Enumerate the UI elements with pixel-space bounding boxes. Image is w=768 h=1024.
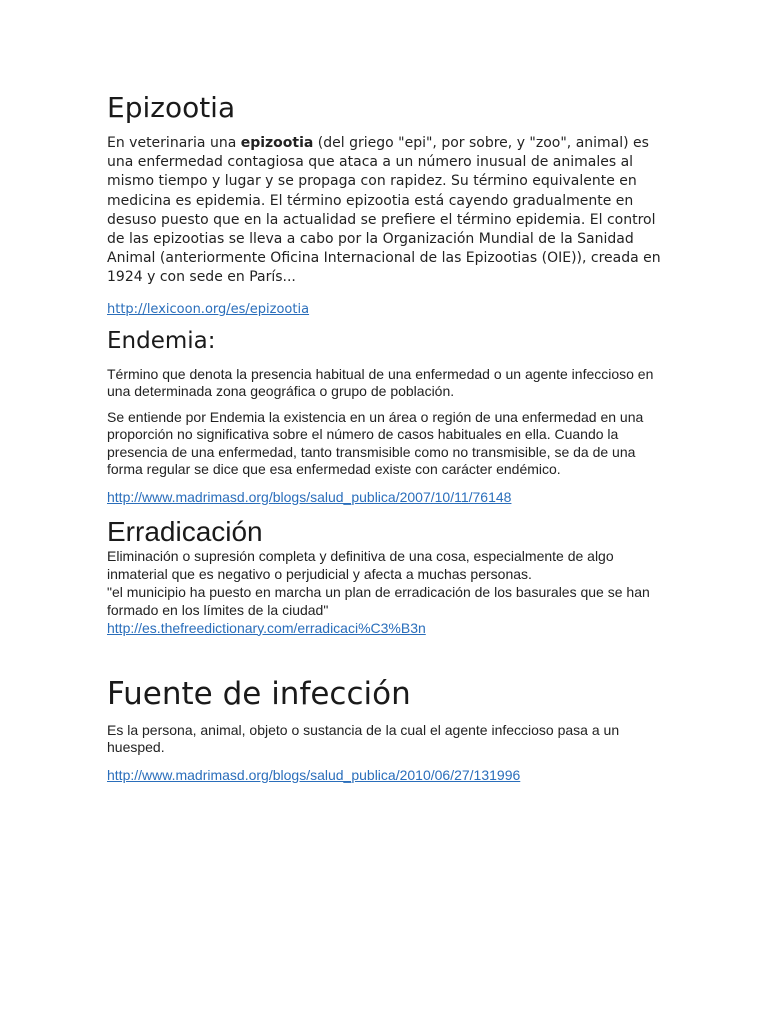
paragraph-fuente-infeccion: Es la persona, animal, objeto o sustancia de la cual el agente infeccioso pasa a un huesped. xyxy=(107,721,620,756)
text-before: En veterinaria una xyxy=(107,135,241,151)
heading-fuente-infeccion: Fuente de infección xyxy=(107,675,411,712)
paragraph-erradicacion-definition: Eliminación o supresión completa y definitiva de una cosa, especialmente de algo inmaterial que es negativo o perjudicial y afecta a muchas personas. xyxy=(107,547,614,583)
text-after: (del griego "epi", por sobre, y "zoo", animal) es una enfermedad contagiosa que ataca a un número inusual de animales al mismo tiempo y lugar y se propaga con rapidez. Su término equivalente en medicina es epidemia. El término epizootia está cayendo gradualmente en desuso puesto que en la actualidad se prefiere el término epidemia. El control de las epizootias se lleva a cabo por la Organización Mundial de la Sanidad Animal (anteriormente Oficina Internacional de las Epizootias (OIE)), creada en 1924 y con sede en París... xyxy=(107,135,661,286)
link-madrimasd-endemia[interactable]: http://www.madrimasd.org/blogs/salud_publica/2007/10/11/76148 xyxy=(107,488,512,505)
heading-endemia: Endemia: xyxy=(107,327,216,354)
heading-epizootia: Epizootia xyxy=(107,91,236,124)
bold-term: epizootia xyxy=(240,135,314,151)
section-erradicacion xyxy=(107,516,667,637)
document-page xyxy=(107,88,667,784)
paragraph-epizootia xyxy=(107,134,667,288)
paragraph-endemia-definition: Término que denota la presencia habitual de una enfermedad o un agente infeccioso en una determinada zona geográfica o grupo de población. xyxy=(107,365,654,400)
link-thefreedictionary[interactable]: http://es.thefreedictionary.com/erradicaci%C3%B3n xyxy=(107,619,426,636)
section-fuente-infeccion xyxy=(107,674,667,784)
link-madrimasd-fuente[interactable]: http://www.madrimasd.org/blogs/salud_publica/2010/06/27/131996 xyxy=(107,766,521,783)
section-endemia xyxy=(107,326,667,506)
heading-erradicacion: Erradicación xyxy=(107,515,263,547)
paragraph-erradicacion-example: "el municipio ha puesto en marcha un plan de erradicación de los basurales que se han formado en los límites de la ciudad" xyxy=(107,583,650,619)
section-epizootia xyxy=(107,88,667,318)
link-lexicoon[interactable]: http://lexicoon.org/es/epizootia xyxy=(107,301,310,317)
paragraph-endemia-explanation: Se entiende por Endemia la existencia en un área o región de una enfermedad en una proporción no significativa sobre el número de casos habituales en ella. Cuando la presencia de una enfermedad, tanto transmisible como no transmisible, se da de una forma regular se dice que esa enfermedad existe con carácter endémico. xyxy=(107,408,644,478)
